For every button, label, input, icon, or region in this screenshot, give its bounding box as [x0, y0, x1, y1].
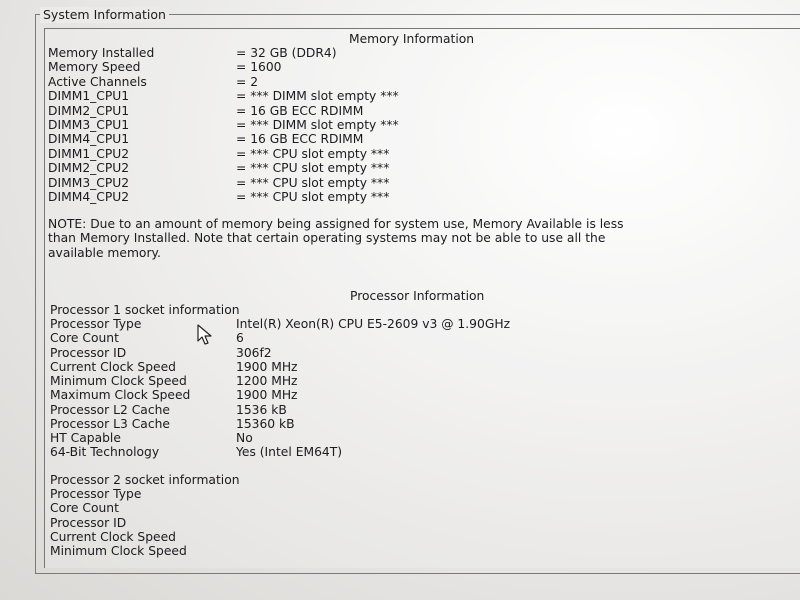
- info-row: [50, 445, 750, 459]
- info-row-label: Core Count: [50, 501, 119, 516]
- info-row: [50, 403, 750, 417]
- info-row: [50, 544, 750, 558]
- info-row-label: Minimum Clock Speed: [50, 544, 187, 558]
- info-row-label: HT Capable: [50, 431, 121, 445]
- info-row-value: = *** CPU slot empty ***: [236, 161, 390, 176]
- info-row: [50, 530, 750, 544]
- info-row-label: DIMM2_CPU1: [48, 103, 130, 118]
- info-row-label: DIMM3_CPU2: [48, 175, 130, 190]
- info-row-value: 1536 kB: [236, 402, 287, 417]
- info-row-value: = 2: [236, 74, 259, 89]
- info-row-value: = 16 GB ECC RDIMM: [236, 103, 364, 118]
- info-row-value: = 16 GB ECC RDIMM: [236, 132, 364, 147]
- info-row: [50, 487, 750, 501]
- info-row: [48, 104, 748, 118]
- processor-section-title: Processor Information: [350, 289, 485, 303]
- info-row-label: DIMM1_CPU1: [48, 89, 130, 104]
- info-row-label: DIMM4_CPU2: [48, 190, 130, 204]
- info-row: [50, 417, 750, 431]
- info-row: [48, 190, 748, 204]
- info-row-label: Memory Speed: [48, 60, 141, 75]
- processor1-socket-heading: Processor 1 socket information: [50, 303, 240, 317]
- info-row-value: 1200 MHz: [236, 374, 298, 388]
- info-row: [48, 89, 748, 103]
- info-row: [48, 147, 748, 161]
- info-row: [48, 161, 748, 175]
- info-row-label: DIMM4_CPU1: [48, 132, 130, 147]
- info-row-label: Processor Type: [50, 317, 142, 331]
- memory-note-line: NOTE: Due to an amount of memory being assigned for system use, Memory Available is less: [48, 217, 624, 231]
- memory-note-line: than Memory Installed. Note that certain operating systems may not be able to use all the: [48, 231, 606, 246]
- info-row: [50, 346, 750, 360]
- memory-note-line: available memory.: [48, 245, 161, 260]
- info-row: [50, 431, 750, 445]
- mouse-pointer-icon: [197, 324, 215, 346]
- info-row-value: Intel(R) Xeon(R) CPU E5-2609 v3 @ 1.90GHz: [236, 317, 511, 331]
- info-row-value: 1900 MHz: [236, 359, 298, 374]
- info-row-value: = *** CPU slot empty ***: [236, 146, 390, 161]
- info-row: [48, 60, 748, 74]
- info-row-value: = 32 GB (DDR4): [236, 46, 337, 60]
- info-row-value: 306f2: [236, 345, 272, 360]
- info-row: [48, 75, 748, 89]
- info-row-value: 1900 MHz: [236, 388, 298, 403]
- memory-note: [48, 217, 748, 260]
- memory-section-title: Memory Information: [349, 32, 475, 46]
- info-row-label: Active Channels: [48, 74, 147, 89]
- info-row: [48, 118, 748, 132]
- info-row-label: DIMM1_CPU2: [48, 146, 130, 161]
- info-row-label: 64-Bit Technology: [50, 445, 160, 460]
- info-row-label: Processor L2 Cache: [50, 402, 170, 417]
- info-row: [50, 501, 750, 515]
- info-row-value: 6: [236, 331, 244, 346]
- info-row: [50, 360, 750, 374]
- info-row-value: = *** DIMM slot empty ***: [236, 118, 399, 132]
- processor2-socket-heading: Processor 2 socket information: [50, 473, 240, 487]
- info-row-label: Current Clock Speed: [50, 359, 176, 374]
- info-row-value: = 1600: [236, 60, 282, 75]
- info-row-label: Processor ID: [50, 345, 127, 360]
- info-row: [50, 317, 750, 331]
- info-row-label: Processor ID: [50, 515, 127, 530]
- info-row-label: Maximum Clock Speed: [50, 388, 191, 403]
- groupbox-title: System Information: [40, 7, 169, 23]
- info-row-value: No: [236, 431, 253, 445]
- info-row-label: DIMM3_CPU1: [48, 118, 130, 132]
- info-row: [48, 132, 748, 146]
- info-row: [48, 46, 748, 60]
- info-row-value: 15360 kB: [236, 416, 295, 431]
- info-row-value: Yes (Intel EM64T): [236, 445, 343, 460]
- info-row: [48, 176, 748, 190]
- info-row-label: Processor Type: [50, 487, 142, 501]
- info-row: [50, 388, 750, 402]
- info-row: [50, 374, 750, 388]
- info-row-label: DIMM2_CPU2: [48, 161, 130, 176]
- info-row: [50, 331, 750, 345]
- info-row-label: Core Count: [50, 331, 119, 346]
- info-row-label: Processor L3 Cache: [50, 416, 170, 431]
- info-row-value: = *** CPU slot empty ***: [236, 175, 390, 190]
- info-row: [50, 516, 750, 530]
- info-row-label: Minimum Clock Speed: [50, 374, 187, 388]
- info-row-label: Current Clock Speed: [50, 529, 176, 544]
- info-row-value: = *** CPU slot empty ***: [236, 190, 390, 204]
- info-row-label: Memory Installed: [48, 46, 155, 60]
- info-row-value: = *** DIMM slot empty ***: [236, 89, 399, 104]
